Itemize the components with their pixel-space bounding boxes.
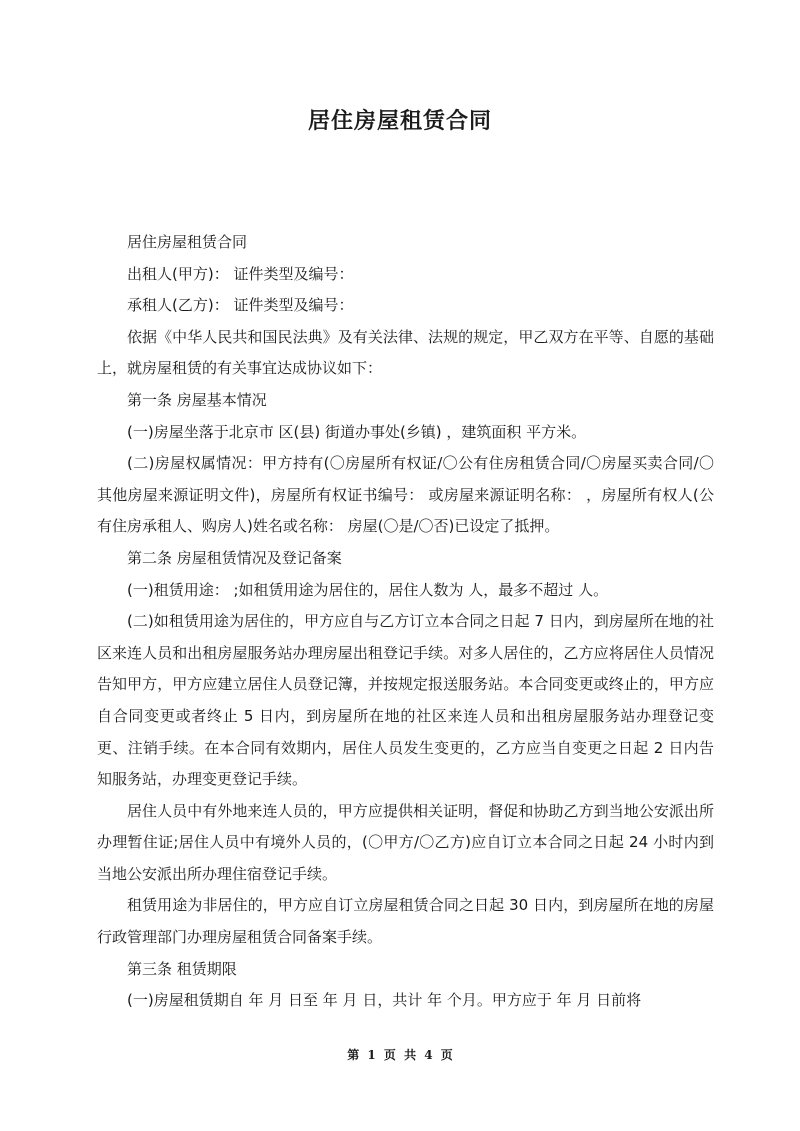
section-heading: 第三条 租赁期限 [127,959,237,978]
document-body [97,227,714,1017]
section-heading: 第二条 房屋租赁情况及登记备案 [127,548,342,567]
paragraph: (二)房屋权属情况：甲方持有(〇房屋所有权证/〇公有住房租赁合同/〇房屋买卖合同/〇其他房屋来源证明文件)，房屋所有权证书编号： 或房屋来源证明名称： ，房屋所有权人(公有住房承租人、购房人)姓名或名称： 房屋(〇是/〇否)已设定了抵押。 [97,454,714,536]
page-number-footer: 第 1 页 共 4 页 [347,1048,453,1062]
paragraph: (一)房屋租赁期自 年 月 日至 年 月 日，共计 年 个月。甲方应于 年 月 日前将 [127,991,642,1010]
paragraph: (二)如租赁用途为居住的，甲方应自与乙方订立本合同之日起 7 日内，到房屋所在地的社区来连人员和出租房屋服务站办理房屋出租登记手续。对多人居住的，乙方应将居住人员情况告知甲方，甲方应建立居住人员登记簿，并按规定报送服务站。本合同变更或终止的，甲方应自合同变更或者终止 5 日内，到房屋所在地的社区来连人员和出租房屋服务站办理登记变更、注销手续。在本合同有效期内，居住人员发生变更的，乙方应当自变更之日起 2 日内告知服务站，办理变更登记手续。 [97,612,714,789]
paragraph: 居住人员中有外地来连人员的，甲方应提供相关证明，督促和协助乙方到当地公安派出所办理暂住证;居住人员中有境外人员的，(〇甲方/〇乙方)应自订立本合同之日起 24 小时内到当地公安派出所办理住宿登记手续。 [97,801,714,883]
paragraph: 租赁用途为非居住的，甲方应自订立房屋租赁合同之日起 30 日内，到房屋所在地的房屋行政管理部门办理房屋租赁合同备案手续。 [97,896,714,947]
paragraph: 承租人(乙方)： 证件类型及编号： [127,296,354,315]
paragraph: 依据《中华人民共和国民法典》及有关法律、法规的规定，甲乙双方在平等、自愿的基础上，就房屋租赁的有关事宜达成协议如下： [97,327,714,378]
document-title: 居住房屋租赁合同 [307,109,492,134]
paragraph: (一)房屋坐落于北京市 区(县) 街道办事处(乡镇) ，建筑面积 平方米。 [127,422,587,441]
paragraph: (一)租赁用途： ;如租赁用途为居住的，居住人数为 人，最多不超过 人。 [127,580,609,599]
paragraph: 出租人(甲方)： 证件类型及编号： [127,264,354,283]
paragraph: 居住房屋租赁合同 [127,233,248,251]
section-heading: 第一条 房屋基本情况 [127,390,267,409]
